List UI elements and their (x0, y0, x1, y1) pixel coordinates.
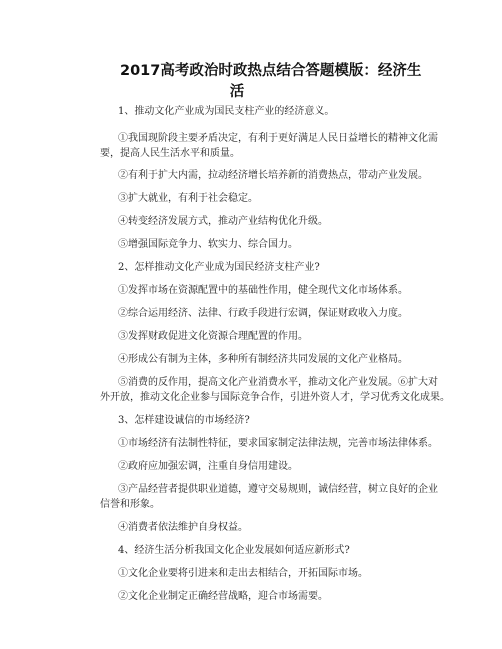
paragraph-line: ②政府应加强宏调，注重自身信用建设。 (118, 461, 298, 472)
title-line-1: 2017高考政治时政热点结合答题模版：经济生 (120, 63, 422, 79)
paragraph-line: ②综合运用经济、法律、行政手段进行宏调，保证财政收入力度。 (118, 308, 408, 319)
paragraph-line: ②文化企业制定正确经营战略，迎合市场需要。 (118, 591, 328, 602)
document-title (120, 61, 440, 103)
section-heading-4: 4、经济生活分析我国文化企业发展如何适应新形式? (118, 545, 350, 556)
paragraph-line: ⑤消费的反作用，提高文化产业消费水平，推动文化产业发展。⑥扩大对 (118, 377, 438, 388)
paragraph-line: ③扩大就业，有利于社会稳定。 (118, 193, 258, 204)
title-line-2: 活 (229, 84, 245, 100)
paragraph-line: ③发挥财政促进文化资源合理配置的作用。 (118, 331, 308, 342)
paragraph-line: 外开放，推动文化企业参与国际竞争合作，引进外资人才，学习优秀文化成果。 (100, 392, 450, 403)
paragraph-line: ②有利于扩大内需，拉动经济增长培养新的消费热点，带动产业发展。 (118, 170, 428, 181)
paragraph-line: ③产品经营者提供职业道德，遵守交易规则，诚信经营，树立良好的企业 (118, 484, 438, 495)
section-heading-3: 3、怎样建设诚信的市场经济? (118, 415, 250, 426)
paragraph-line: ⑤增强国际竞争力、软实力、综合国力。 (118, 239, 298, 250)
paragraph-line: 信誉和形象。 (100, 499, 160, 510)
section-heading-2: 2、怎样推动文化产业成为国民经济支柱产业? (118, 262, 320, 273)
paragraph-line: ①发挥市场在资源配置中的基础性作用，健全现代文化市场体系。 (118, 285, 408, 296)
paragraph-line: ①市场经济有法制性特征，要求国家制定法律法规，完善市场法律体系。 (118, 438, 438, 449)
paragraph-line: 要，提高人民生活水平和质量。 (100, 148, 240, 159)
paragraph-line: ④消费者依法维护自身权益。 (118, 522, 248, 533)
paragraph-line: ④转变经济发展方式，推动产业结构优化升级。 (118, 216, 328, 227)
section-heading-1: 1、推动文化产业成为国民支柱产业的经济意义。 (118, 106, 335, 117)
paragraph-line: ①我国现阶段主要矛盾决定，有利于更好满足人民日益增长的精神文化需 (118, 133, 438, 144)
paragraph-line: ④形成公有制为主体，多种所有制经济共同发展的文化产业格局。 (118, 354, 408, 365)
paragraph-line: ①文化企业要将引进来和走出去相结合，开拓国际市场。 (118, 568, 368, 579)
